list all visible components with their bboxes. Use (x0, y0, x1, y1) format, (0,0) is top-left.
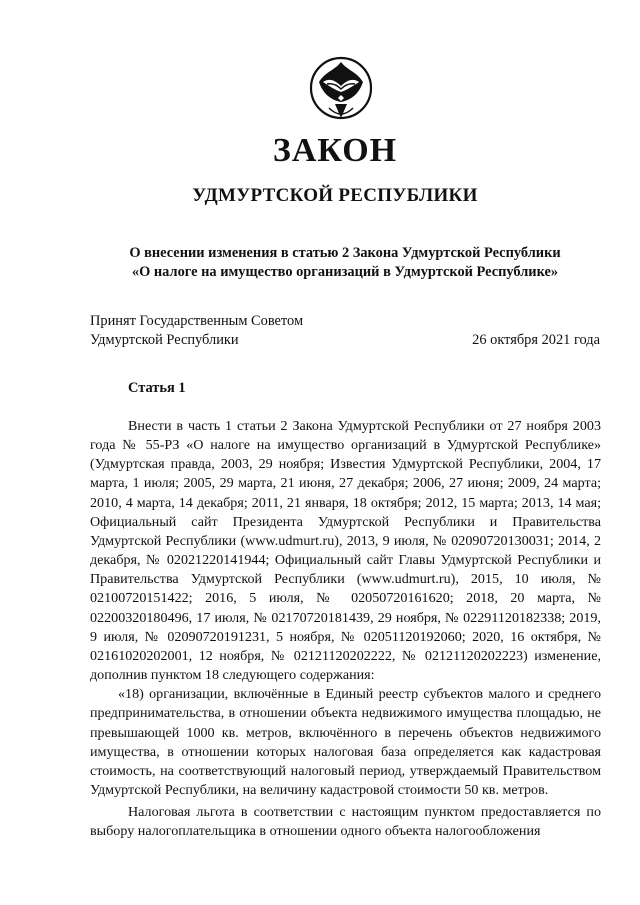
adoption-date: 26 октября 2021 года (472, 332, 600, 348)
law-name (90, 244, 600, 282)
article-heading: Статья 1 (128, 380, 186, 396)
document-title: ЗАКОН (272, 132, 398, 169)
adoption-statement (90, 312, 303, 350)
article-body (90, 417, 601, 841)
adoption-line: Принят Государственным Советом (90, 313, 304, 329)
document-subtitle: УДМУРТСКОЙ РЕСПУБЛИКИ (192, 185, 478, 206)
article-paragraph: Налоговая льгота в соответствии с настоящим пунктом предоставляется по выбору налогоплательщика в отношении одного объекта налогообложения (90, 804, 601, 840)
adoption-line: Удмуртской Республики (90, 332, 239, 348)
coat-of-arms-icon (309, 52, 373, 126)
law-name-line: «О налоге на имущество организаций в Удмуртской Республике» (131, 264, 559, 280)
article-paragraph: «18) организации, включённые в Единый реестр субъектов малого и среднего предпринимательства, в отношении объекта недвижимого имущества площадью, не превышающей 1000 кв. метров, включённого в перечень объектов недвижимого имущества, в отношении которых налоговая база определяется как кадастровая стоимость, на соответствующий налоговый период, утверждаемый Правительством Удмуртской Республики, на величину кадастровой стоимости 50 кв. метров. (90, 686, 601, 798)
article-paragraph: Внести в часть 1 статьи 2 Закона Удмуртской Республики от 27 ноября 2003 года № 55-РЗ «О налоге на имущество организаций в Удмуртской Республике» (Удмуртская правда, 2003, 29 ноября; Известия Удмуртской Республики, 2004, 17 марта, 1 июля; 2005, 29 марта, 21 июня, 27 декабря; 2006, 27 июня; 2009, 24 марта; 2010, 4 марта, 14 декабря; 2011, 21 января, 18 октября; 2012, 15 марта; 2013, 14 мая; Официальный сайт Президента Удмуртской Республики и Правительства Удмуртской Республики (www.udmurt.ru), 2013, 9 июля, № 02090720130031; 2014, 2 декабря, № 02021220141944; Официальный сайт Главы Удмуртской Республики и Правительства Удмуртской Республики (www.udmurt.ru), 2015, 10 июля, № 02100720151422; 2016, 5 июля, № 02050720161620; 2018, 20 марта, № 02200320180496, 17 июля, № 02170720181439, 29 ноября, № 02291120182338; 2019, 9 июля, № 02090720191231, 5 ноября, № 02051120192060; 2020, 16 октября, № 02161020202001, 12 ноября, № 02121120202222, № 02121120202223) изменение, дополнив пунктом 18 следующего содержания: (90, 418, 601, 684)
law-name-line: О внесении изменения в статью 2 Закона Удмуртской Республики (129, 245, 561, 261)
